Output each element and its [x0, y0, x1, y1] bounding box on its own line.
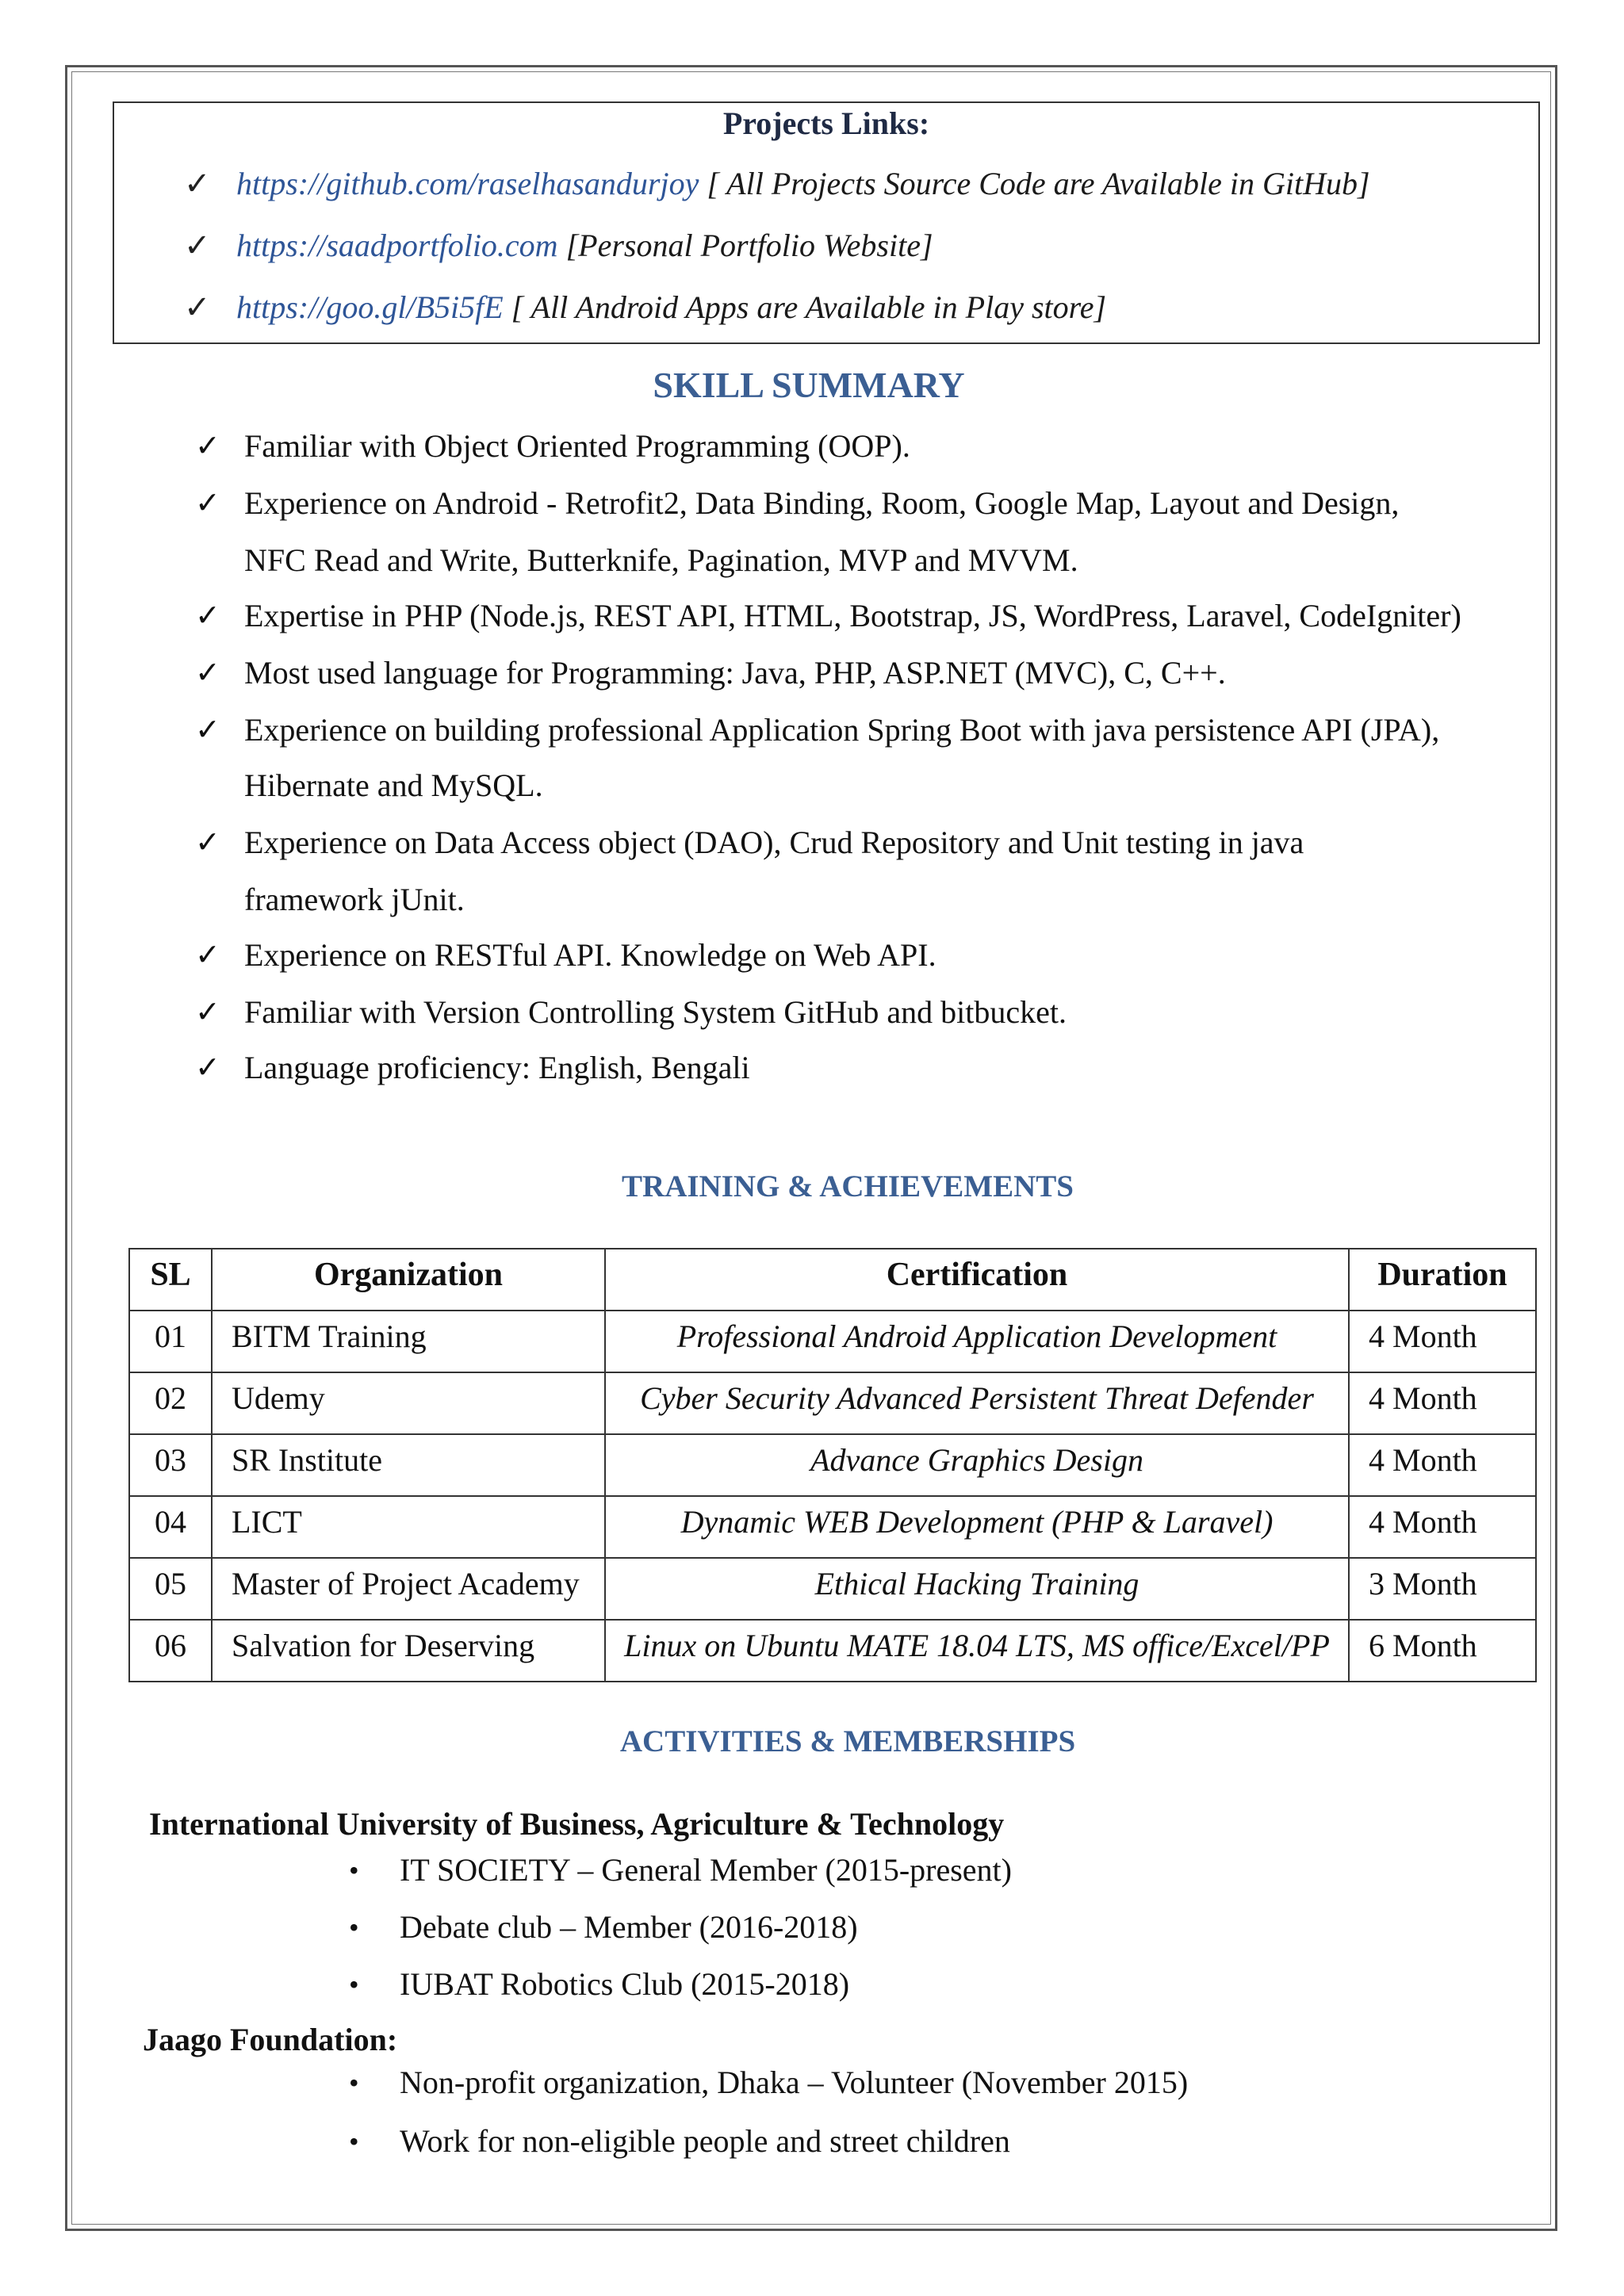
table-row	[129, 1434, 1536, 1496]
list-item: IT SOCIETY – General Member (2015-present)	[400, 1852, 1012, 1888]
cell-duration: 4 Month	[1349, 1496, 1536, 1558]
cell-organization: SR Institute	[212, 1434, 605, 1496]
column-header-certification: Certification	[605, 1249, 1349, 1311]
cell-certification: Professional Android Application Development	[605, 1311, 1349, 1372]
project-link-desc: [ All Projects Source Code are Available in GitHub]	[699, 166, 1370, 201]
skill-line: Most used language for Programming: Java, PHP, ASP.NET (MVC), C, C++.	[244, 655, 1226, 691]
skill-line: Language proficiency: English, Bengali	[244, 1050, 750, 1085]
check-icon: ✓	[195, 996, 220, 1029]
portfolio-link[interactable]: https://saadportfolio.com	[236, 228, 558, 263]
skill-line-continued: Hibernate and MySQL.	[244, 767, 543, 803]
activities-memberships-title: ACTIVITIES & MEMBERSHIPS	[619, 1724, 1076, 1758]
cell-sl: 01	[129, 1311, 212, 1372]
project-link-item	[236, 285, 1106, 330]
skill-line: Experience on Data Access object (DAO), Crud Repository and Unit testing in java	[244, 825, 1304, 860]
skill-line: Familiar with Version Controlling System GitHub and bitbucket.	[244, 994, 1067, 1030]
check-icon: ✓	[184, 166, 211, 201]
table-row	[129, 1620, 1536, 1682]
cell-duration: 4 Month	[1349, 1311, 1536, 1372]
projects-links-title: Projects Links:	[722, 105, 930, 141]
bullet-icon: •	[349, 2067, 359, 2099]
cell-sl: 02	[129, 1372, 212, 1434]
list-item: Non-profit organization, Dhaka – Volunteer (November 2015)	[400, 2064, 1189, 2100]
project-link-item	[236, 224, 933, 268]
cell-certification: Dynamic WEB Development (PHP & Laravel)	[605, 1496, 1349, 1558]
column-header-organization: Organization	[212, 1249, 605, 1311]
check-icon: ✓	[195, 1051, 220, 1085]
check-icon: ✓	[195, 656, 220, 690]
org-heading-jaago: Jaago Foundation:	[143, 2022, 398, 2057]
bullet-icon: •	[349, 1969, 359, 2000]
cell-organization: Salvation for Deserving	[212, 1620, 605, 1682]
check-icon: ✓	[195, 599, 220, 633]
cell-duration: 4 Month	[1349, 1434, 1536, 1496]
skill-line: Expertise in PHP (Node.js, REST API, HTML, Bootstrap, JS, WordPress, Laravel, CodeIgniter)	[244, 598, 1461, 633]
org-heading-iubat: International University of Business, Agriculture & Technology	[149, 1806, 1005, 1842]
skill-line: Experience on Android - Retrofit2, Data Binding, Room, Google Map, Layout and Design,	[244, 485, 1400, 521]
bullet-icon: •	[349, 1854, 359, 1886]
cell-organization: Udemy	[212, 1372, 605, 1434]
check-icon: ✓	[195, 826, 220, 859]
skill-summary-title: SKILL SUMMARY	[653, 365, 965, 405]
list-item: Work for non-eligible people and street children	[400, 2123, 1010, 2159]
bullet-icon: •	[349, 1911, 359, 1943]
project-link-item	[236, 162, 1370, 206]
cell-sl: 03	[129, 1434, 212, 1496]
cell-sl: 05	[129, 1558, 212, 1620]
cell-sl: 04	[129, 1496, 212, 1558]
cell-certification: Advance Graphics Design	[605, 1434, 1349, 1496]
check-icon: ✓	[195, 430, 220, 463]
table-row	[129, 1496, 1536, 1558]
cell-duration: 4 Month	[1349, 1372, 1536, 1434]
skill-line: Experience on RESTful API. Knowledge on Web API.	[244, 937, 936, 973]
training-table	[128, 1248, 1537, 1682]
check-icon: ✓	[184, 289, 211, 325]
cell-organization: LICT	[212, 1496, 605, 1558]
list-item: Debate club – Member (2016-2018)	[400, 1909, 858, 1945]
cell-sl: 06	[129, 1620, 212, 1682]
table-row	[129, 1558, 1536, 1620]
project-link-desc: [ All Android Apps are Available in Play store]	[503, 289, 1107, 325]
check-icon: ✓	[184, 228, 211, 263]
check-icon: ✓	[195, 487, 220, 520]
check-icon: ✓	[195, 939, 220, 972]
table-header-row	[129, 1249, 1536, 1311]
list-item: IUBAT Robotics Club (2015-2018)	[400, 1966, 850, 2002]
skill-line-continued: framework jUnit.	[244, 882, 465, 917]
check-icon: ✓	[195, 714, 220, 747]
column-header-duration: Duration	[1349, 1249, 1536, 1311]
cell-organization: BITM Training	[212, 1311, 605, 1372]
table-row	[129, 1311, 1536, 1372]
cell-certification: Ethical Hacking Training	[605, 1558, 1349, 1620]
bullet-icon: •	[349, 2126, 359, 2157]
skill-line-continued: NFC Read and Write, Butterknife, Pagination, MVP and MVVM.	[244, 542, 1078, 578]
play-store-link[interactable]: https://goo.gl/B5i5fE	[236, 289, 504, 325]
cell-certification: Linux on Ubuntu MATE 18.04 LTS, MS office/Excel/PP	[605, 1620, 1349, 1682]
table-row	[129, 1372, 1536, 1434]
column-header-sl: SL	[129, 1249, 212, 1311]
cell-duration: 3 Month	[1349, 1558, 1536, 1620]
cell-duration: 6 Month	[1349, 1620, 1536, 1682]
cell-certification: Cyber Security Advanced Persistent Threat Defender	[605, 1372, 1349, 1434]
training-achievements-title: TRAINING & ACHIEVEMENTS	[622, 1169, 1074, 1203]
project-link-desc: [Personal Portfolio Website]	[557, 228, 933, 263]
skill-line: Experience on building professional Application Spring Boot with java persistence API (JPA),	[244, 712, 1440, 748]
skill-line: Familiar with Object Oriented Programming (OOP).	[244, 428, 910, 464]
github-link[interactable]: https://github.com/raselhasandurjoy	[236, 166, 699, 201]
cell-organization: Master of Project Academy	[212, 1558, 605, 1620]
